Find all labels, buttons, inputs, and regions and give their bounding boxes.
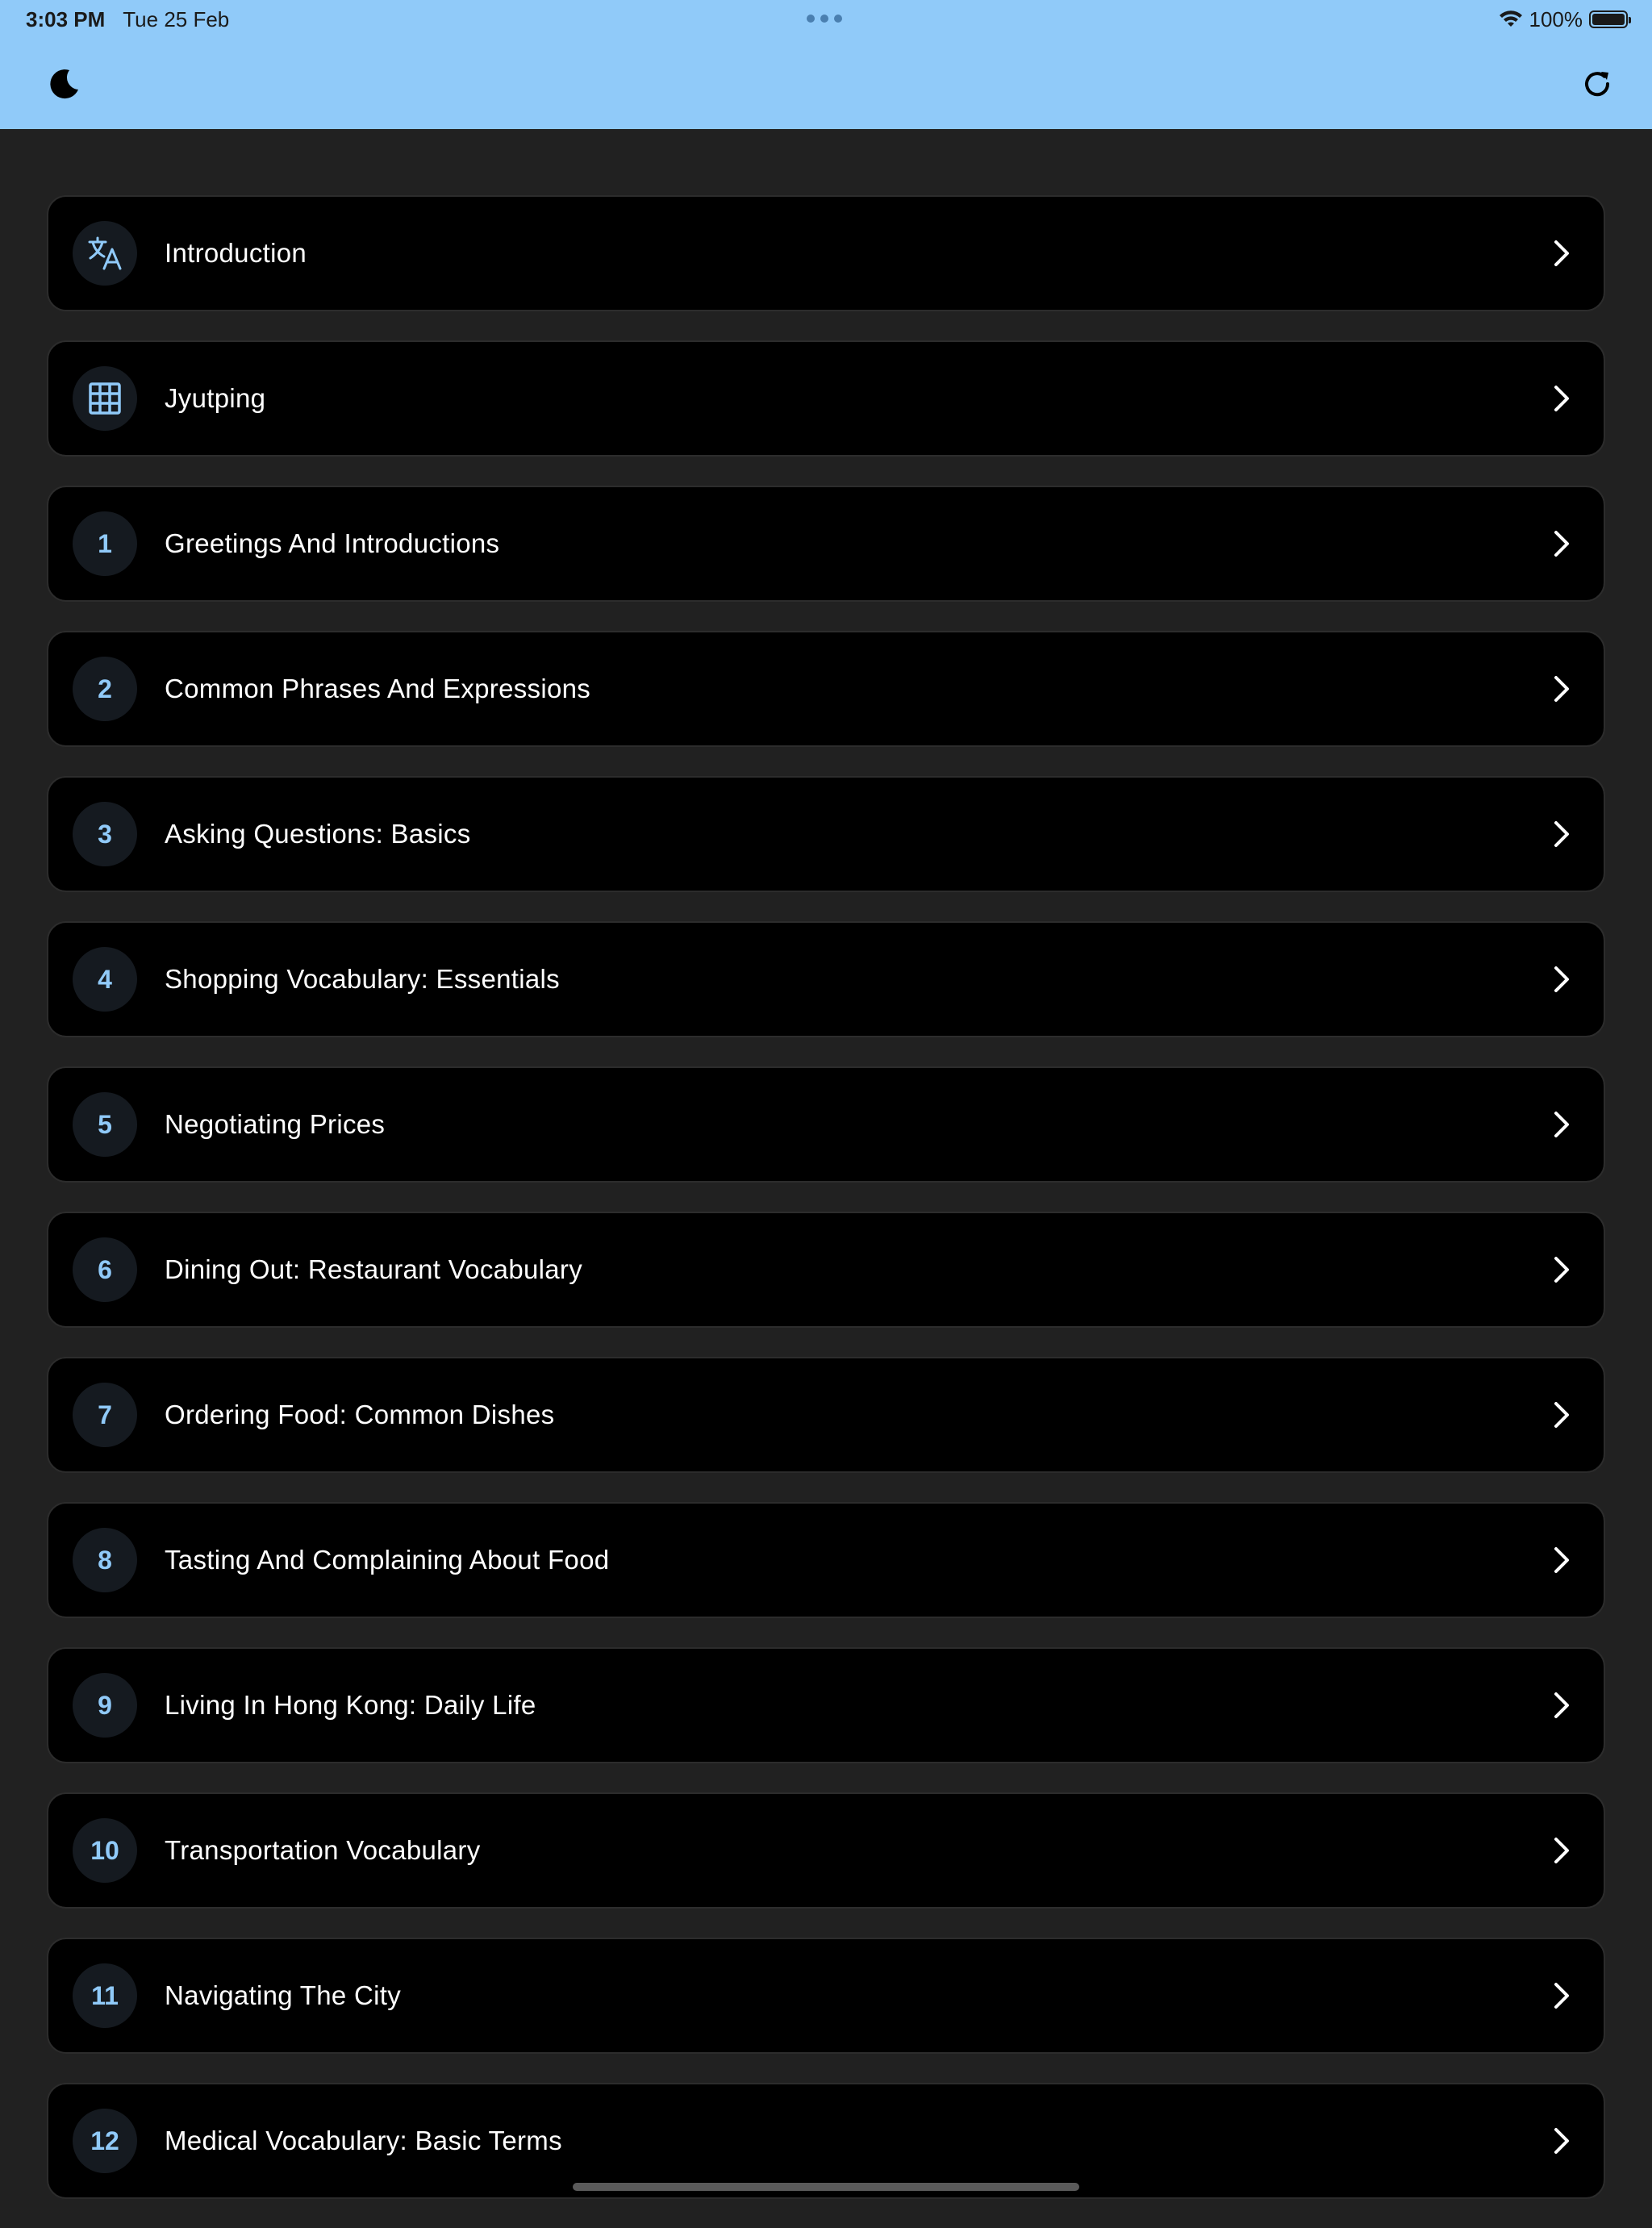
lesson-title: Greetings And Introductions: [165, 528, 500, 558]
lesson-number-badge: 3: [73, 802, 137, 866]
chevron-right-icon: [1552, 1689, 1571, 1721]
chevron-right-icon: [1552, 382, 1571, 415]
app-bar: [0, 0, 1652, 129]
lesson-item-introduction[interactable]: [47, 195, 1605, 311]
chevron-right-icon: [1552, 963, 1571, 995]
lesson-number-badge: 9: [73, 1673, 137, 1738]
chevron-right-icon: [1552, 1980, 1571, 2012]
lesson-title: Negotiating Prices: [165, 1109, 386, 1139]
chevron-right-icon: [1552, 237, 1571, 269]
home-indicator[interactable]: [573, 2183, 1079, 2191]
lesson-title: Dining Out: Restaurant Vocabulary: [165, 1254, 583, 1284]
grid-icon: [88, 382, 122, 415]
lesson-item[interactable]: [47, 2083, 1605, 2199]
chevron-right-icon: [1552, 818, 1571, 850]
refresh-icon: [1581, 68, 1613, 100]
theme-toggle-button[interactable]: [39, 58, 90, 110]
chevron-right-icon: [1552, 1108, 1571, 1141]
chevron-right-icon: [1552, 1834, 1571, 1867]
status-time: 3:03 PM: [26, 6, 106, 31]
multitasking-dots-icon[interactable]: [807, 15, 842, 23]
lesson-item-jyutping[interactable]: [47, 340, 1605, 457]
chevron-right-icon: [1552, 528, 1571, 560]
lesson-number-badge: 4: [73, 947, 137, 1012]
lesson-item[interactable]: [47, 486, 1605, 602]
lesson-number-badge: 11: [73, 1963, 137, 2028]
lesson-item[interactable]: [47, 776, 1605, 892]
lesson-title: Common Phrases And Expressions: [165, 674, 591, 703]
lesson-title: Tasting And Complaining About Food: [165, 1545, 610, 1575]
battery-percent: 100%: [1529, 6, 1583, 31]
chevron-right-icon: [1552, 2125, 1571, 2157]
lesson-number-badge: 1: [73, 511, 137, 576]
chevron-right-icon: [1552, 1399, 1571, 1431]
chevron-right-icon: [1552, 673, 1571, 705]
wifi-icon: [1499, 10, 1523, 29]
lesson-item[interactable]: [47, 1357, 1605, 1473]
battery-icon: [1589, 10, 1628, 28]
lesson-item[interactable]: [47, 1502, 1605, 1618]
lesson-title: Living In Hong Kong: Daily Life: [165, 1690, 536, 1720]
chevron-right-icon: [1552, 1254, 1571, 1286]
lesson-item[interactable]: [47, 1212, 1605, 1328]
lesson-number-badge: 10: [73, 1818, 137, 1883]
lesson-number-badge: 12: [73, 2109, 137, 2173]
lesson-title: Navigating The City: [165, 1980, 402, 2010]
lesson-title: Transportation Vocabulary: [165, 1835, 481, 1865]
lesson-number-badge: 2: [73, 657, 137, 721]
lesson-title: Asking Questions: Basics: [165, 819, 471, 849]
lesson-title: Jyutping: [165, 383, 266, 413]
lesson-title: Medical Vocabulary: Basic Terms: [165, 2126, 562, 2155]
status-bar-left: [26, 6, 229, 32]
lesson-list: [47, 195, 1605, 2228]
lesson-item[interactable]: [47, 1066, 1605, 1183]
lesson-item[interactable]: [47, 631, 1605, 747]
lesson-badge: [73, 221, 137, 286]
lesson-number-badge: 5: [73, 1092, 137, 1157]
status-date: Tue 25 Feb: [123, 6, 230, 31]
lesson-item[interactable]: [47, 1647, 1605, 1763]
lesson-title: Ordering Food: Common Dishes: [165, 1400, 555, 1429]
moon-icon: [48, 67, 81, 101]
lesson-title: Shopping Vocabulary: Essentials: [165, 964, 560, 994]
lesson-badge: [73, 366, 137, 431]
chevron-right-icon: [1552, 1544, 1571, 1576]
lesson-item[interactable]: [47, 1938, 1605, 2054]
status-bar-right: [1499, 6, 1629, 32]
lesson-item[interactable]: [47, 921, 1605, 1037]
lesson-item[interactable]: [47, 1792, 1605, 1909]
translate-icon: [86, 235, 123, 272]
refresh-button[interactable]: [1571, 58, 1623, 110]
lesson-title: Introduction: [165, 238, 307, 268]
lesson-number-badge: 6: [73, 1237, 137, 1302]
lesson-number-badge: 8: [73, 1528, 137, 1592]
lesson-number-badge: 7: [73, 1383, 137, 1447]
